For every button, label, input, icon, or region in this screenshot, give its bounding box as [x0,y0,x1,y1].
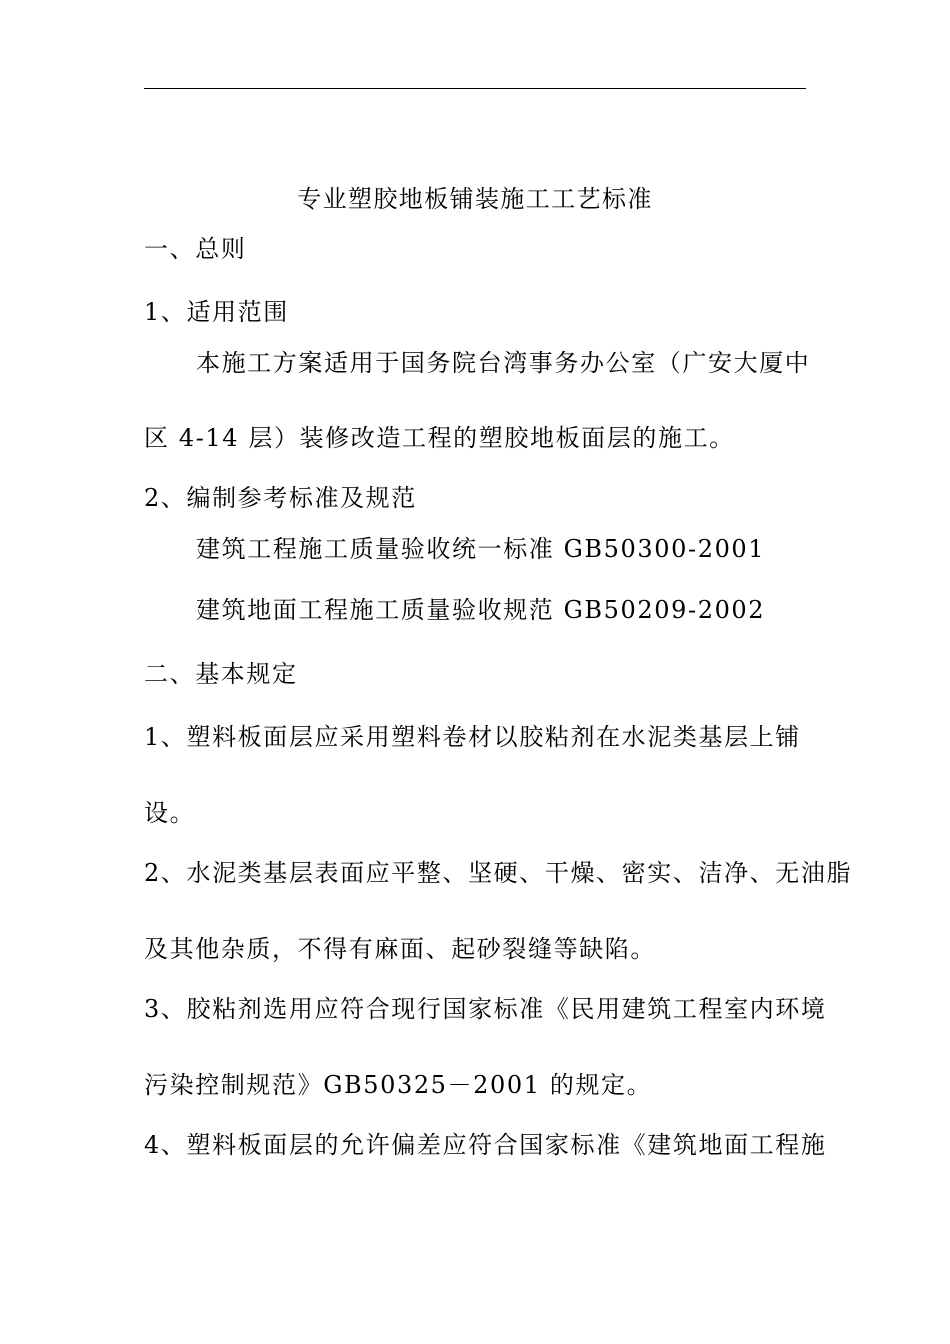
paragraph-line: 1、塑料板面层应采用塑料卷材以胶粘剂在水泥类基层上铺 [144,723,801,751]
subsection-heading-references: 2、编制参考标准及规范 [144,484,417,512]
paragraph-line: 区 4-14 层）装修改造工程的塑胶地板面层的施工。 [144,424,735,452]
paragraph-line: 及其他杂质，不得有麻面、起砂裂缝等缺陷。 [144,935,656,963]
section-heading-general: 一、总则 [144,235,247,263]
paragraph-line: 本施工方案适用于国务院台湾事务办公室（广安大厦中 [196,349,811,377]
paragraph-line: 污染控制规范》GB50325－2001 的规定。 [144,1071,653,1099]
reference-item: 建筑工程施工质量验收统一标准 GB50300-2001 [196,535,766,563]
paragraph-line: 2、水泥类基层表面应平整、坚硬、干燥、密实、洁净、无油脂 [144,859,853,887]
paragraph-line: 设。 [144,799,196,827]
paragraph-line: 4、塑料板面层的允许偏差应符合国家标准《建筑地面工程施 [144,1131,827,1159]
document-title: 专业塑胶地板铺装施工工艺标准 [297,185,653,213]
header-rule [144,88,806,89]
section-heading-basic-rules: 二、基本规定 [144,660,298,688]
subsection-heading-scope: 1、适用范围 [144,298,289,326]
reference-item: 建筑地面工程施工质量验收规范 GB50209-2002 [196,596,766,624]
paragraph-line: 3、胶粘剂选用应符合现行国家标准《民用建筑工程室内环境 [144,995,827,1023]
